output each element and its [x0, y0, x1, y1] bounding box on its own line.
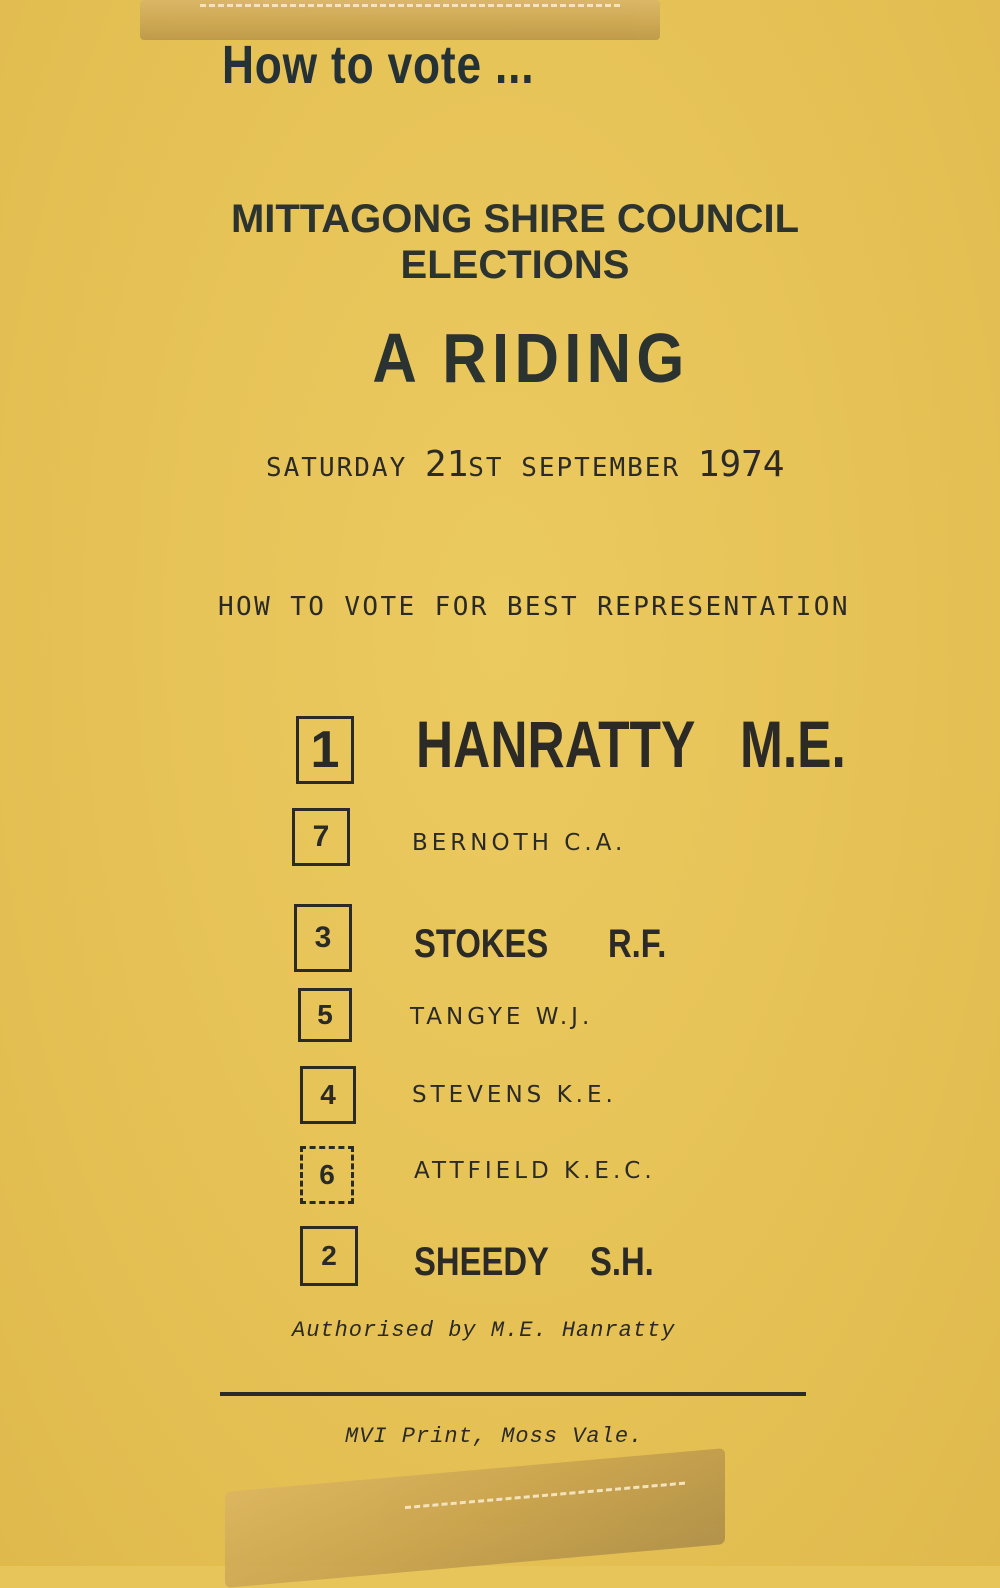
authorisation-note: Authorised by M.E. Hanratty [292, 1318, 676, 1343]
date-year: 1974 [697, 444, 785, 485]
riding-title: A RIDING [372, 319, 690, 397]
printer-credit: MVI Print, Moss Vale. [345, 1424, 644, 1449]
preference-box[interactable]: 5 [298, 988, 352, 1042]
preference-box[interactable]: 4 [300, 1066, 356, 1124]
candidate-initials: S.H. [590, 1240, 654, 1284]
candidate-initials: R.F. [608, 922, 667, 966]
preference-box[interactable]: 3 [294, 904, 352, 972]
candidate-name: STEVENS K.E. [412, 1082, 617, 1108]
date-month: SEPTEMBER [521, 453, 681, 483]
preference-box[interactable]: 7 [292, 808, 350, 866]
date-suffix: ST [468, 453, 504, 483]
divider [220, 1392, 806, 1396]
candidate-name: STOKES [414, 922, 549, 966]
date-number: 21 [424, 444, 469, 485]
preference-box[interactable]: 1 [296, 716, 354, 784]
preference-box[interactable]: 2 [300, 1226, 358, 1286]
headline: How to vote ... [222, 35, 535, 95]
candidate-name: HANRATTY [416, 707, 696, 781]
date-day: SATURDAY [266, 453, 408, 483]
candidate-name: BERNOTH C.A. [412, 830, 627, 856]
council-title-line1: MITTAGONG SHIRE COUNCIL [230, 197, 800, 241]
candidate-name: ATTFIELD K.E.C. [414, 1158, 656, 1184]
candidate-name: SHEEDY [414, 1240, 549, 1284]
candidate-initials: M.E. [740, 707, 846, 781]
council-title-line2: ELECTIONS [400, 243, 630, 287]
subtitle: HOW TO VOTE FOR BEST REPRESENTATION [218, 592, 850, 622]
preference-box[interactable]: 6 [300, 1146, 354, 1204]
candidate-name: TANGYE W.J. [410, 1004, 594, 1030]
